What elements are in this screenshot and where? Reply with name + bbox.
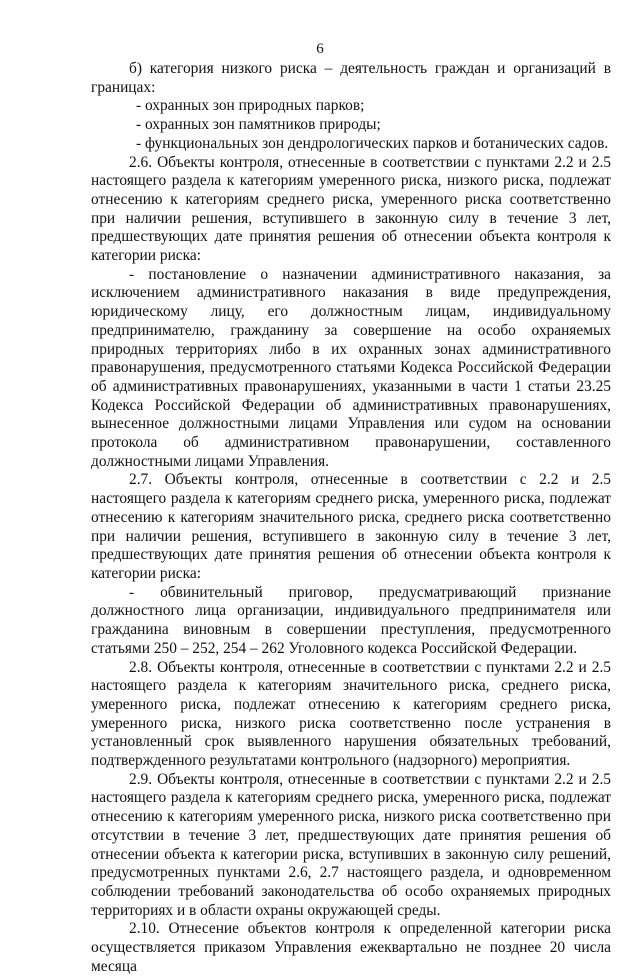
paragraph: 2.10. Отнесение объектов контроля к определенной категории риска осуществляется приказом Управления ежеквартально не позднее 20 числа месяца — [91, 920, 611, 975]
page-number: 6 — [316, 41, 324, 57]
paragraph: 2.9. Объекты контроля, отнесенные в соответствии с пунктами 2.2 и 2.5 настоящего раздела к категориям среднего риска, умеренного риска, подлежат отнесению к категориям умеренного риска, низкого риска соответственно при отсутствии в течение 3 лет, предшествующих дате принятия решения об отнесении объекта к категории риска, вступивших в законную силу решений, предусмотренных пунктами 2.6, 2.7 настоящего раздела, и одновременном соблюдении требований законодательства об особо охраняемых природных территориях и в области охраны окружающей среды. — [91, 770, 611, 919]
paragraph: б) категория низкого риска – деятельность граждан и организаций в границах: — [91, 60, 611, 96]
list-item: - обвинительный приговор, предусматривающий признание должностного лица организации, индивидуального предпринимателя или гражданина виновным в совершении преступления, предусмотренного статьями 250 – 252, 254 – 262 Уголовного кодекса Российской Федерации. — [91, 583, 611, 657]
list-item: - охранных зон памятников природы; — [136, 116, 381, 134]
paragraph: 2.7. Объекты контроля, отнесенные в соответствии с 2.2 и 2.5 настоящего раздела к категориям среднего риска, умеренного риска, подлежат отнесению к категориям значительного риска, среднего риска соответственно при наличии решения, вступившего в законную силу в течение 3 лет, предшествующих дате принятия решения об отнесении объекта контроля к категории риска: — [91, 471, 611, 582]
paragraph: 2.8. Объекты контроля, отнесенные в соответствии с пунктами 2.2 и 2.5 настоящего раздела к категориям значительного риска, среднего риска, умеренного риска, подлежат отнесению к категориям среднего риска, умеренного риска, низкого риска соответственно после устранения в установленный срок выявленного нарушения обязательных требований, подтвержденного результатами контрольного (надзорного) мероприятия. — [91, 658, 611, 770]
list-item: - охранных зон природных парков; — [136, 97, 365, 115]
document-body — [91, 60, 611, 976]
paragraph: 2.6. Объекты контроля, отнесенные в соответствии с пунктами 2.2 и 2.5 настоящего раздела к категориям умеренного риска, низкого риска, подлежат отнесению к категориям среднего риска, умеренного риска соответственно при наличии решения, вступившего в законную силу в течение 3 лет, предшествующих дате принятия решения об отнесении объекта контроля к категории риска: — [91, 153, 611, 265]
list-item: - функциональных зон дендрологических парков и ботанических садов. — [136, 134, 609, 152]
list-item: - постановление о назначении административного наказания, за исключением административного наказания в виде предупреждения, юридическому лицу, его должностным лицам, индивидуальному предпринимателю, гражданину за совершение на особо охраняемых природных территориях либо в их охранных зонах административного правонарушения, предусмотренного статьями Кодекса Российской Федерации об административных правонарушениях, указанными в части 1 статьи 23.25 Кодекса Российской Федерации об административных правонарушениях, вынесенное должностными лицами Управления или судом на основании протокола об административном правонарушении, составленного должностными лицами Управления. — [91, 265, 611, 470]
